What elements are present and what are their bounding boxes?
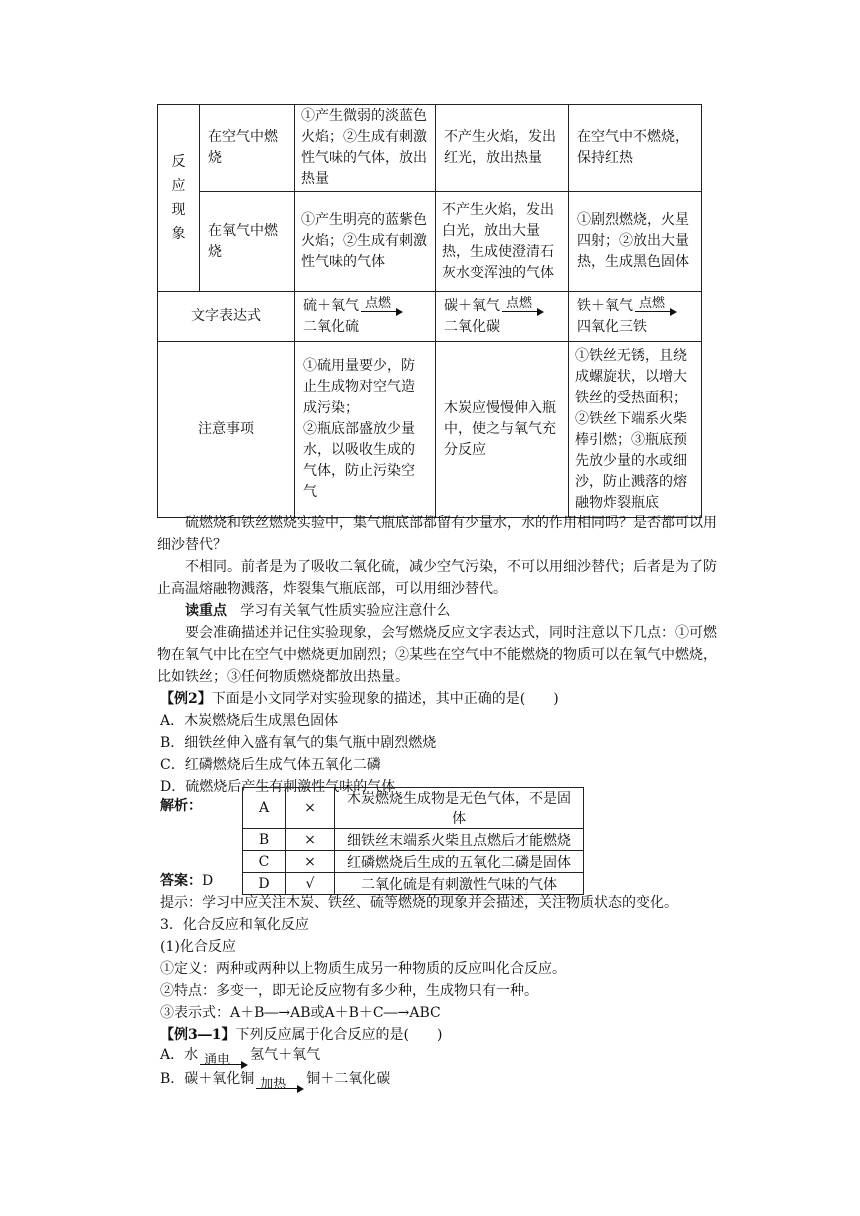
example31-stem: 【例3―1】下列反应属于化合反应的是( ) xyxy=(160,1027,443,1043)
notes-label: 注意事项 xyxy=(158,342,295,518)
example31-option-a: A． 水 通电 氢气＋氧气 xyxy=(160,1047,321,1068)
sulfur-expr-cell: 硫＋氧气 点燃 二氧化硫 xyxy=(295,292,436,342)
key-point-heading xyxy=(157,600,717,622)
table-row: B × 细铁丝末端系火柴且点燃后才能燃烧 xyxy=(243,829,584,851)
iron-notes-cell: ①铁丝无锈，且绕成螺旋状，以增大铁丝的受热面积； ②铁丝下端系火柴棒引燃；③瓶底预先放少量的水或细沙，防止溅落的熔融物炸裂瓶底 xyxy=(569,342,702,518)
hint-line: 提示：学习中应关注木炭、铁丝、硫等燃烧的现象并会描述，关注物质状态的变化。 xyxy=(160,895,678,911)
table-row: D √ 二氧化硫是有刺激性气味的气体 xyxy=(243,873,584,895)
carbon-expr-cell: 碳＋氧气 点燃 二氧化碳 xyxy=(436,292,569,342)
iron-expr-cell: 铁＋氧气 点燃 四氧化三铁 xyxy=(569,292,702,342)
expr-label: 文字表达式 xyxy=(158,292,295,342)
example2-option-d: D．硫燃烧后产生有刺激性气味的气体 xyxy=(160,779,396,795)
sulfur-notes-cell: ①硫用量要少，防止生成物对空气造成污染； ②瓶底部盛放少量水，以吸收生成的气体，防止污染空气 xyxy=(295,342,436,518)
row-label-air: 在空气中燃烧 xyxy=(200,105,295,192)
table-row: A × 木炭燃烧生成物是无色气体，不是固体 xyxy=(243,788,584,829)
answer-line: 答案：D xyxy=(160,873,214,889)
reaction-arrow-icon: 加热 xyxy=(256,1074,304,1094)
table-row: C × 红磷燃烧后生成的五氧化二磷是固体 xyxy=(243,851,584,873)
answer-paragraph: 不相同。前者是为了吸收二氧化硫，减少空气污染，不可以用细沙替代；后者是为了防止高温熔融物溅落，炸裂集气瓶底部，可以用细沙替代。 xyxy=(157,559,717,597)
row-label-oxygen: 在氧气中燃烧 xyxy=(200,192,295,292)
reaction-arrow-icon: 点燃 xyxy=(635,297,677,317)
definition-line: ①定义：两种或两种以上物质生成另一种物质的反应叫化合反应。 xyxy=(160,961,566,977)
key-point-text: 要会准确描述并记住实验现象，会写燃烧反应文字表达式，同时注意以下几点：①可燃物在氧气中比在空气中燃烧更加剧烈；②某些在空气中不能燃烧的物质可以在氧气中燃烧，比如铁丝；③任何物质燃烧都放出热量。 xyxy=(157,625,717,685)
reaction-phenomenon-label: 反应现象 xyxy=(158,105,200,292)
carbon-notes-cell: 木炭应慢慢伸入瓶中，使之与氧气充分反应 xyxy=(436,342,569,518)
feature-line: ②特点：多变一，即无论反应物有多少种，生成物只有一种。 xyxy=(160,983,538,999)
example31-option-b: B． 碳＋氧化铜 加热 铜＋二氧化碳 xyxy=(160,1071,391,1092)
reaction-arrow-icon: 通电 xyxy=(200,1050,248,1070)
example2-stem: 【例2】下面是小文同学对实验现象的描述，其中正确的是( ) xyxy=(160,691,559,707)
iron-oxygen-cell: ①剧烈燃烧，火星四射；②放出大量热，生成黑色固体 xyxy=(569,192,702,292)
example2-option-c: C．红磷燃烧后生成气体五氧化二磷 xyxy=(160,757,381,773)
section3-title: 3．化合反应和氧化反应 xyxy=(160,917,309,933)
formula-line: ③表示式：A＋B―→AB或A＋B＋C―→ABC xyxy=(160,1005,441,1021)
section3-subtitle: (1)化合反应 xyxy=(160,939,236,955)
question-paragraph: 硫燃烧和铁丝燃烧实验中，集气瓶底部都留有少量水，水的作用相同吗？是否都可以用细沙替代？ xyxy=(157,515,717,553)
experiment-table xyxy=(157,104,702,518)
iron-air-cell: 在空气中不燃烧，保持红热 xyxy=(569,105,702,192)
analysis-label: 解析： xyxy=(160,798,202,814)
carbon-air-cell: 不产生火焰，发出红光，放出热量 xyxy=(436,105,569,192)
carbon-oxygen-cell: 不产生火焰，发出白光，放出大量热，生成使澄清石灰水变浑浊的气体 xyxy=(436,192,569,292)
sulfur-oxygen-cell: ①产生明亮的蓝紫色火焰；②生成有刺激性气味的气体 xyxy=(295,192,436,292)
example2-option-a: A．木炭燃烧后生成黑色固体 xyxy=(160,713,339,729)
example2-option-b: B．细铁丝伸入盛有氧气的集气瓶中剧烈燃烧 xyxy=(160,735,437,751)
key-point-label: 读重点 xyxy=(185,603,227,619)
key-point-title: 学习有关氧气性质实验应注意什么 xyxy=(240,603,451,619)
sulfur-air-cell: ①产生微弱的淡蓝色火焰；②生成有刺激性气味的气体，放出热量 xyxy=(295,105,436,192)
reaction-arrow-icon: 点燃 xyxy=(502,297,544,317)
reaction-arrow-icon: 点燃 xyxy=(361,297,403,317)
